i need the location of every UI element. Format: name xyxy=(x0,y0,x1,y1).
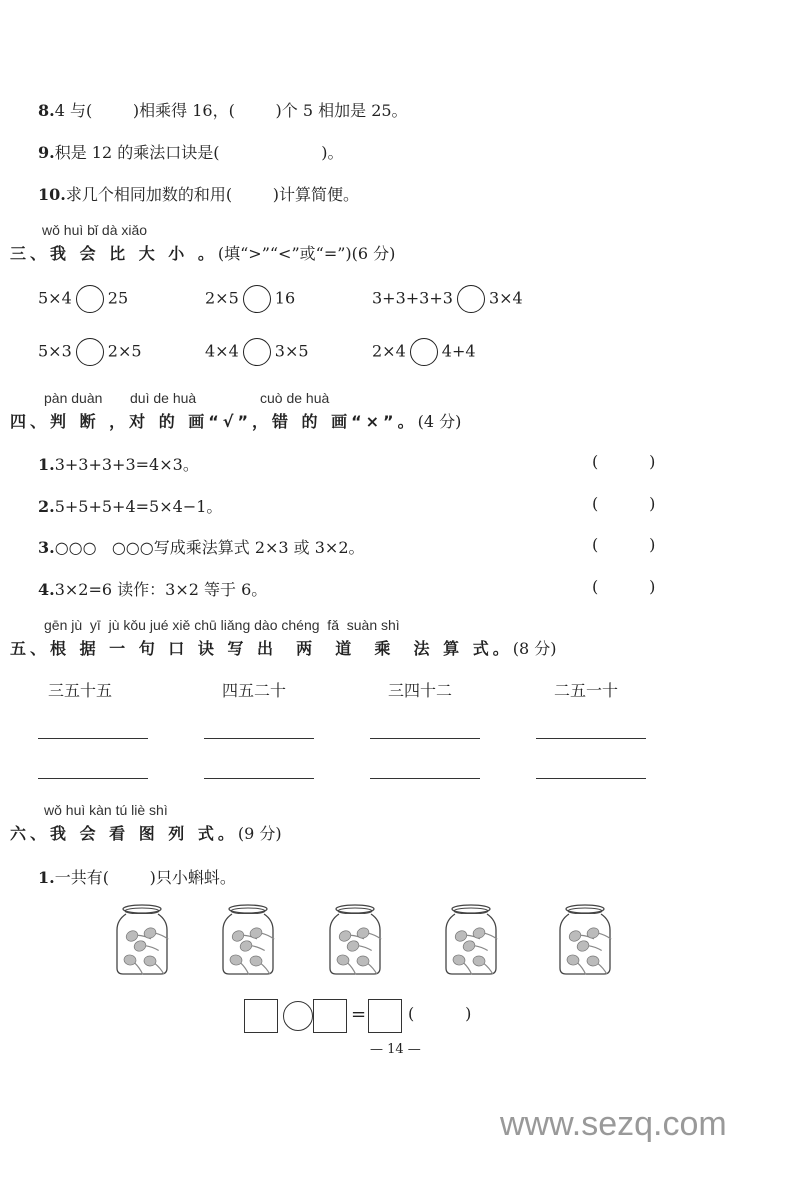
compare-item: 5×4 25 xyxy=(38,285,128,313)
rhyme: 二五一十 xyxy=(554,681,619,700)
question-9: 9.积是 12 的乘法口诀是( )。 xyxy=(38,143,344,162)
answer-bracket[interactable]: ( ) xyxy=(592,577,656,596)
section3-title: 三、我 会 比 大 小 。(填“>”“<”或“=”)(6 分) xyxy=(10,244,396,263)
answer-line[interactable] xyxy=(38,778,148,779)
compare-circle[interactable] xyxy=(76,338,104,366)
question-8: 8.4 与( )相乘得 16，( )个 5 相加是 25。 xyxy=(38,101,408,120)
compare-circle[interactable] xyxy=(243,338,271,366)
section6-pinyin: wǒ huì kàn tú liè shì xyxy=(44,802,168,818)
compare-circle[interactable] xyxy=(457,285,485,313)
compare-circle[interactable] xyxy=(76,285,104,313)
compare-item: 3+3+3+3 3×4 xyxy=(372,285,523,313)
judge-item: 3.○○○ ○○○写成乘法算式 2×3 或 3×2。 xyxy=(38,538,365,557)
operator-circle[interactable] xyxy=(283,1001,313,1031)
unit-bracket[interactable]: ( ) xyxy=(408,1004,472,1023)
section3-pinyin: wǒ huì bǐ dà xiǎo xyxy=(42,222,148,238)
section5-title: 五、根 据 一 句 口 诀 写 出 两 道 乘 法 算 式。(8 分) xyxy=(10,639,557,658)
compare-item: 4×4 3×5 xyxy=(205,338,309,366)
compare-item: 5×3 2×5 xyxy=(38,338,142,366)
tadpole-jar-icon xyxy=(218,903,278,978)
answer-line[interactable] xyxy=(536,738,646,739)
section6-title: 六、我 会 看 图 列 式。(9 分) xyxy=(10,824,282,843)
answer-box[interactable] xyxy=(313,999,347,1033)
compare-circle[interactable] xyxy=(410,338,438,366)
answer-bracket[interactable]: ( ) xyxy=(592,494,656,513)
tadpole-jar-icon xyxy=(112,903,172,978)
tadpole-jar-icon xyxy=(325,903,385,978)
answer-bracket[interactable]: ( ) xyxy=(592,452,656,471)
answer-line[interactable] xyxy=(204,738,314,739)
section4-pinyin: duì de huà xyxy=(130,390,197,406)
rhyme: 三五十五 xyxy=(48,681,113,700)
answer-line[interactable] xyxy=(370,738,480,739)
answer-line[interactable] xyxy=(38,738,148,739)
tadpole-jar-icon xyxy=(441,903,501,978)
judge-item: 4.3×2=6 读作：3×2 等于 6。 xyxy=(38,580,268,599)
section5-pinyin: gēn jù yī jù kǒu jué xiě chū liǎng dào chéng fǎ suàn shì xyxy=(44,617,400,633)
question-10: 10.求几个相同加数的和用( )计算简便。 xyxy=(38,185,360,204)
compare-item: 2×4 4+4 xyxy=(372,338,476,366)
section4-title: 四、判 断 ，对 的 画“√”，错 的 画“×”。(4 分) xyxy=(10,412,462,431)
watermark: www.sezq.com xyxy=(500,1105,727,1143)
judge-item: 2.5+5+5+4=5×4−1。 xyxy=(38,497,223,516)
answer-line[interactable] xyxy=(536,778,646,779)
compare-circle[interactable] xyxy=(243,285,271,313)
answer-bracket[interactable]: ( ) xyxy=(592,535,656,554)
answer-line[interactable] xyxy=(370,778,480,779)
equals-sign: = xyxy=(351,1004,367,1025)
page-number: — 14 — xyxy=(370,1042,421,1057)
section4-pinyin: pàn duàn xyxy=(44,390,103,406)
section4-pinyin: cuò de huà xyxy=(260,390,330,406)
answer-box[interactable] xyxy=(244,999,278,1033)
answer-box[interactable] xyxy=(368,999,402,1033)
judge-item: 1.3+3+3+3=4×3。 xyxy=(38,455,199,474)
rhyme: 四五二十 xyxy=(222,681,287,700)
tadpole-jar-icon xyxy=(555,903,615,978)
rhyme: 三四十二 xyxy=(388,681,453,700)
compare-item: 2×5 16 xyxy=(205,285,295,313)
question-6-1: 1.一共有( )只小蝌蚪。 xyxy=(38,868,236,887)
answer-line[interactable] xyxy=(204,778,314,779)
